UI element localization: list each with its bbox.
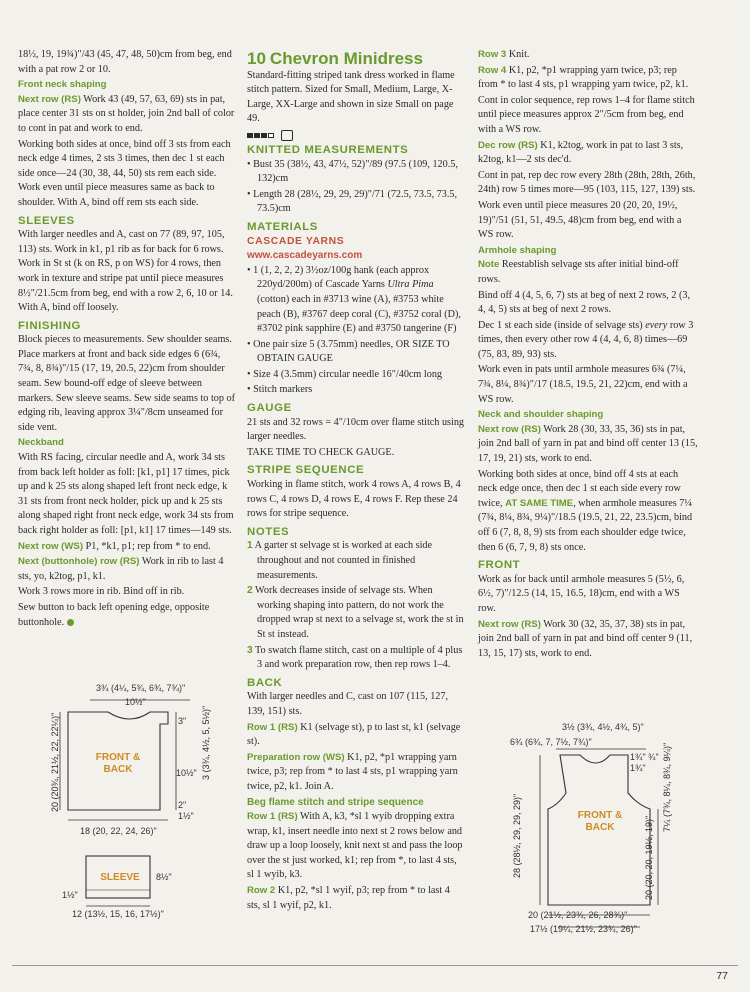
paragraph [478,258,698,287]
column-1 [18,48,235,631]
pattern-title [247,49,465,68]
knitted-measurements-heading: KNITTED MEASUREMENTS [247,143,409,156]
paragraph [247,721,465,750]
neck-shoulder-heading: Neck and shoulder shaping [478,409,604,421]
row-text: , when armhole measures 7¼ (7¾, 8¼, 8¾, 9¼)"/18.5 (19.5, 21, 22, 23.5)cm, bind off 6 (7, 8, 8, 9) sts from each shoulder edge twice, then 6 (6, 7, 9, 8) sts once. [478,497,693,553]
bullet-item: • Bust 35 (38½, 43, 47½, 52)"/89 (97.5 (109, 120.5, 132)cm [247,158,458,185]
row-text: P1, *k1, p1; rep from * to end. [85,540,211,552]
dress-label: FRONT & BACK [577,810,623,833]
paragraph: Work even in pats until armhole measures 6¾ (7¼, 7¾, 8¼, 8¾)"/17 (18.5, 19.5, 21, 22)cm, end with a WS row. [478,364,688,405]
row-label: Row 3 [478,49,507,60]
footer-rule [12,965,738,966]
note-item: 3 To swatch flame stitch, cast on a multiple of 4 plus 3 and work preparation row, then rep rows 1–4. [247,644,463,671]
dim-b2: 17½ (19¼, 21½, 23¾, 26)" [530,924,637,934]
row-label: Row 1 (RS) [247,811,298,823]
note-text: Work decreases inside of selvage sts. When working shaping into pattern, do not work the dropped wrap st next to a selvage st, work the st in St st instead. [255,585,464,640]
finishing-heading: FINISHING [18,319,81,332]
row-text: K1, p2, *p1 wrapping yarn twice, p3; rep from * to last 4 sts, p1 wrapping yarn twice, p2, k1. [478,64,689,91]
stripe-sequence-heading: STRIPE SEQUENCE [247,464,365,477]
paragraph: Cont in color sequence, rep rows 1–4 for flame stitch until piece measures approx 2"/5cm from beg, end with a WS row. [478,94,695,135]
skill-level-icon [247,129,465,139]
row-text: Knit. [508,49,530,60]
row-text: Working both sides at once, bind off 4 sts at each neck edge once, then dec 1 st each side every row twice, [478,468,681,509]
dim-r3: 10½" [176,768,197,778]
paragraph: With larger needles and A, cast on 77 (89, 97, 105, 113) sts. Work in k1, p1 rib as for back for 6 rows. Work in St st (k on RS, p on WS) for 4 rows, then work in texture and stripe pat until piece measures 8½"/21.5cm from beg, end with a row 2, 6, 10 or 14. With A, bind off loosely. [18,229,233,314]
row-text: With A, k3, *sl 1 wyib dropping extra wrap, k1, insert needle into next st 2 rows below and draw up a loop loosely, knit next st and pass the loop over the st just worked, k1; rep from *, to last 4 sts, sl 1 wyib, k3. [247,811,463,881]
bullet-text: 1 (1, 2, 2, 2) 3½oz/100g hank (each approx 220yd/200m) of Cascade Yarns [253,264,430,291]
dim-top: 3½ (3¾, 4½, 4¾, 5)" [562,722,644,732]
paragraph [247,810,465,883]
dim-top: 3¾ (4¼, 5¾, 6¾, 7¾)" [96,683,186,693]
neckband-heading: Neckband [18,437,64,449]
row-text: K1 (selvage st), p to last st, k1 (selvage st). [247,721,461,748]
bullet-text: Bust 35 (38½, 43, 47½, 52)"/89 (97.5 (109, 120.5, 132)cm [253,158,458,185]
column-3 [478,48,698,662]
sleeves-heading: SLEEVES [18,214,75,227]
flame-stitch-heading: Beg flame stitch and stripe sequence [247,796,424,808]
paragraph [247,884,465,913]
row-label: Row 1 (RS) [247,721,298,733]
paragraph: Work as for back until armhole measures 5 (5½, 6, 6½, 7)"/12.5 (14, 15, 16.5, 18)cm, end with a WS row. [478,573,685,614]
paragraph [18,93,235,137]
paragraph [18,540,235,555]
paragraph [478,139,698,168]
row-text: Work 28 (30, 33, 35, 36) sts in pat, join 2nd ball of yarn in pat and bind off center 13 (15, 17, 19, 21) sts, work to end. [478,423,698,465]
dim-bottom: 18 (20, 22, 24, 26)" [80,826,157,836]
end-bullet-icon [67,619,74,626]
paragraph [478,64,698,93]
row-text: Work in rib to last 4 sts, yo, k2tog, p1, k1. [18,556,224,582]
row-text: K1, k2tog, work in pat to last 3 sts, k2tog, k1—2 sts dec'd. [478,139,684,166]
armhole-heading: Armhole shaping [478,244,557,256]
row-text: Dec 1 st each side (inside of selvage sts) [478,319,646,331]
bullet-item: • Stitch markers [247,384,313,396]
row-label: Next row (WS) [18,540,84,552]
paragraph: Block pieces to measurements. Sew shoulder seams. Place markers at front and back side edges 6 (6¾, 7¾, 8, 8¾)"/15 (17, 19, 20.5, 22)cm from shoulder seam. Sew bound-off edge of sleeve between markers. Sew sleeve seams. Sew side seams to top of edging rib, leaving approx 3¼"/8cm unseamed for side vent. [18,334,236,433]
paragraph: With RS facing, circular needle and A, work 34 sts from back left holder as foll: [k1, p1] 17 times, pick up and k 25 sts along shaped left front neck edge, k 31 sts from front neck holder, pick up and k 25 sts along shaped right front neck edge, work 34 sts from back right holder as foll: [p1, k1] 17 times—149 sts. [18,452,234,536]
row-label: Row 2 [247,885,276,897]
bullet-item: • One pair size 5 (3.75mm) needles, OR SIZE TO OBTAIN GAUGE [247,338,450,365]
sleeve-label: SLEEVE [100,872,140,883]
pattern-title-text: Chevron Minidress [269,49,423,68]
dim-b1: 20 (21½, 23¾, 26, 28¾)" [528,910,628,920]
row-label: Dec row (RS) [478,139,538,151]
dim-left: 28 (28½, 29, 29, 29)" [512,793,522,878]
row-label: Next row (RS) [478,618,541,630]
row-label: Row 4 [478,64,507,76]
pattern-number: 10 [247,49,266,68]
brand-name: CASCADE YARNS [247,235,345,247]
paragraph [478,468,698,556]
front-neck-heading: Front neck shaping [18,79,107,91]
bullet-text: (cotton) each in #3713 wine (A), #3753 white peach (B), #3767 deep coral (C), #3752 coral (D), #3702 pink sapphire (E) and #3750 tangerine (F) [257,293,461,335]
note-text: A garter st selvage st is worked at each side throughout and not counted in finished measurements. [254,540,433,581]
paragraph: Standard-fitting striped tank dress worked in flame stitch pattern. Sized for Small, Medium, Large, X-Large, XX-Large and shown in size Small on page 49. [247,69,455,125]
caps-emphasis: AT SAME TIME [505,497,574,509]
paragraph [478,48,698,63]
dim-left: 20 (20¾, 21½, 22, 22¼)" [50,712,60,812]
paragraph: Work 3 rows more in rib. Bind off in rib. [18,586,185,598]
row-text: Work 30 (32, 35, 37, 38) sts in pat, join 2nd ball of yarn in pat and bind off center 9 (11, 13, 15, 17) sts, work to end. [478,618,693,659]
note-item: 1 A garter st selvage st is worked at each side throughout and not counted in finished measurements. [247,540,433,581]
paragraph [478,319,698,363]
emphasis: every [645,319,668,331]
paragraph: Bind off 4 (4, 5, 6, 7) sts at beg of next 2 rows, 2 (3, 4, 4, 5) sts at beg of next 2 rows. [478,289,691,316]
back-heading: BACK [247,676,283,689]
diagram-label: FRONT & BACK [95,752,141,775]
row-label: Note [478,259,500,271]
dim-neck: 10½" [125,697,146,707]
brand-url: www.cascadeyarns.com [247,250,363,262]
dim-right: 8½" [156,872,172,882]
dim-r4: 7¼ (7¾, 8¼, 8¾, 9¼)" [662,742,672,832]
dim-neck: 6¾ (6¾, 7, 7½, 7¾)" [510,737,592,747]
row-text: Work 43 (49, 57, 63, 69) sts in pat, place center 31 sts on st holder, join 2nd ball of color to cont in pat and work to end. [18,93,235,134]
row-label: Preparation row (WS) [247,751,345,763]
bullet-item: • Length 28 (28½, 29, 29, 29)"/71 (72.5, 73.5, 73.5, 73.5)cm [247,188,458,215]
bullet-text: Length 28 (28½, 29, 29, 29)"/71 (72.5, 73.5, 73.5, 73.5)cm [253,188,458,215]
note-item: 2 Work decreases inside of selvage sts. When working shaping into pattern, do not work the dropped wrap st next to a selvage st, work the st in St st instead. [247,585,464,640]
paragraph: Working both sides at once, bind off 3 sts from each neck edge 4 times, 2 sts 3 times, then dec 1 st each side once—24 (30, 38, 44, 50) sts rem each side. Work even until piece measures same as back to shoulder. With A, bind off rem sts each side. [18,138,231,208]
row-text: K1, p2, *p1 wrapping yarn twice, p3; rep from * to last 4 sts, p1 wrapping yarn twice, p2, k1. Join A. [247,751,458,792]
dim-r5: 1½" [178,811,194,821]
dim-r3: ¾" [648,752,659,762]
paragraph: Working in flame stitch, work 4 rows A, 4 rows B, 4 rows C, 4 rows D, 4 rows E, 4 rows F. Rep these 24 rows for stripe sequence. [247,479,461,520]
row-label: Next row (RS) [18,93,81,105]
row-text: K1, p2, *sl 1 wyif, p3; rep from * to last 4 sts, sl 1 wyif, p2, k1. [247,885,450,911]
note-text: To swatch flame stitch, cast on a multiple of 4 plus 3 and work preparation row, then rep rows 1–4. [255,644,463,671]
bullet-text: Size 4 (3.5mm) circular needle 16"/40cm long [253,368,443,380]
paragraph [247,751,465,795]
dim-r1: 3" [178,716,187,726]
row-text: Sew button to back left opening edge, opposite buttonhole. [18,601,210,628]
row-label: Next (buttonhole) row (RS) [18,556,140,568]
dim-r2: 3 (3¾, 4½, 5, 5½)" [201,705,211,780]
column-2 [247,48,465,914]
dim-r2: 1¾" [630,763,646,773]
dim-r1: 1¾" [630,752,646,762]
paragraph [478,423,698,467]
paragraph: TAKE TIME TO CHECK GAUGE. [247,446,395,458]
bullet-item: • Size 4 (3.5mm) circular needle 16"/40cm long [247,368,443,380]
paragraph [18,555,235,584]
front-heading: FRONT [478,559,521,572]
row-text: row 3 times, then every other row 4 (4, 4, 6, 8) times—69 (75, 83, 89, 93) sts. [478,319,694,360]
bullet-item: • 1 (1, 2, 2, 2) 3½oz/100g hank (each approx 220yd/200m) of Cascade Yarns Ultra Pima (cotton) each in #3713 wine (A), #3753 white peach (B), #3767 deep coral (C), #3752 coral (D), #3702 pink sapphire (E) and #3750 tangerine (F) [247,264,461,335]
bullet-text: Stitch markers [253,384,313,396]
gauge-heading: GAUGE [247,402,292,415]
notes-heading: NOTES [247,525,290,538]
paragraph: With larger needles and C, cast on 107 (115, 127, 139, 151) sts. [247,691,449,717]
dim-bottom: 12 (13½, 15, 16, 17½)" [72,909,164,919]
paragraph: 18½, 19, 19¾)"/43 (45, 47, 48, 50)cm from beg, end with a pat row 2 or 10. [18,49,232,75]
dim-r4: 2" [178,800,187,810]
yarn-name: Ultra Pima [387,279,434,291]
paragraph [18,601,235,630]
dim-left: 1½" [62,890,78,900]
row-text: Reestablish selvage sts after initial bind-off rows. [478,259,679,285]
page-number: 77 [716,970,728,982]
bullet-text: One pair size 5 (3.75mm) needles, OR SIZE TO OBTAIN GAUGE [253,338,450,365]
paragraph: Cont in pat, rep dec row every 28th (28th, 28th, 26th, 24th) row 5 times more—95 (103, 115, 127, 139) sts. [478,169,696,196]
dim-r5: 20 (20, 20, 19½, 19)" [644,815,654,900]
paragraph [478,618,698,662]
materials-heading: MATERIALS [247,220,318,233]
paragraph: Work even until piece measures 20 (20, 20, 19½, 19)"/51 (51, 51, 49.5, 48)cm from beg, end with a WS row. [478,199,682,241]
paragraph: 21 sts and 32 rows = 4"/10cm over flame stitch using larger needles. [247,416,465,443]
row-label: Next row (RS) [478,423,541,435]
